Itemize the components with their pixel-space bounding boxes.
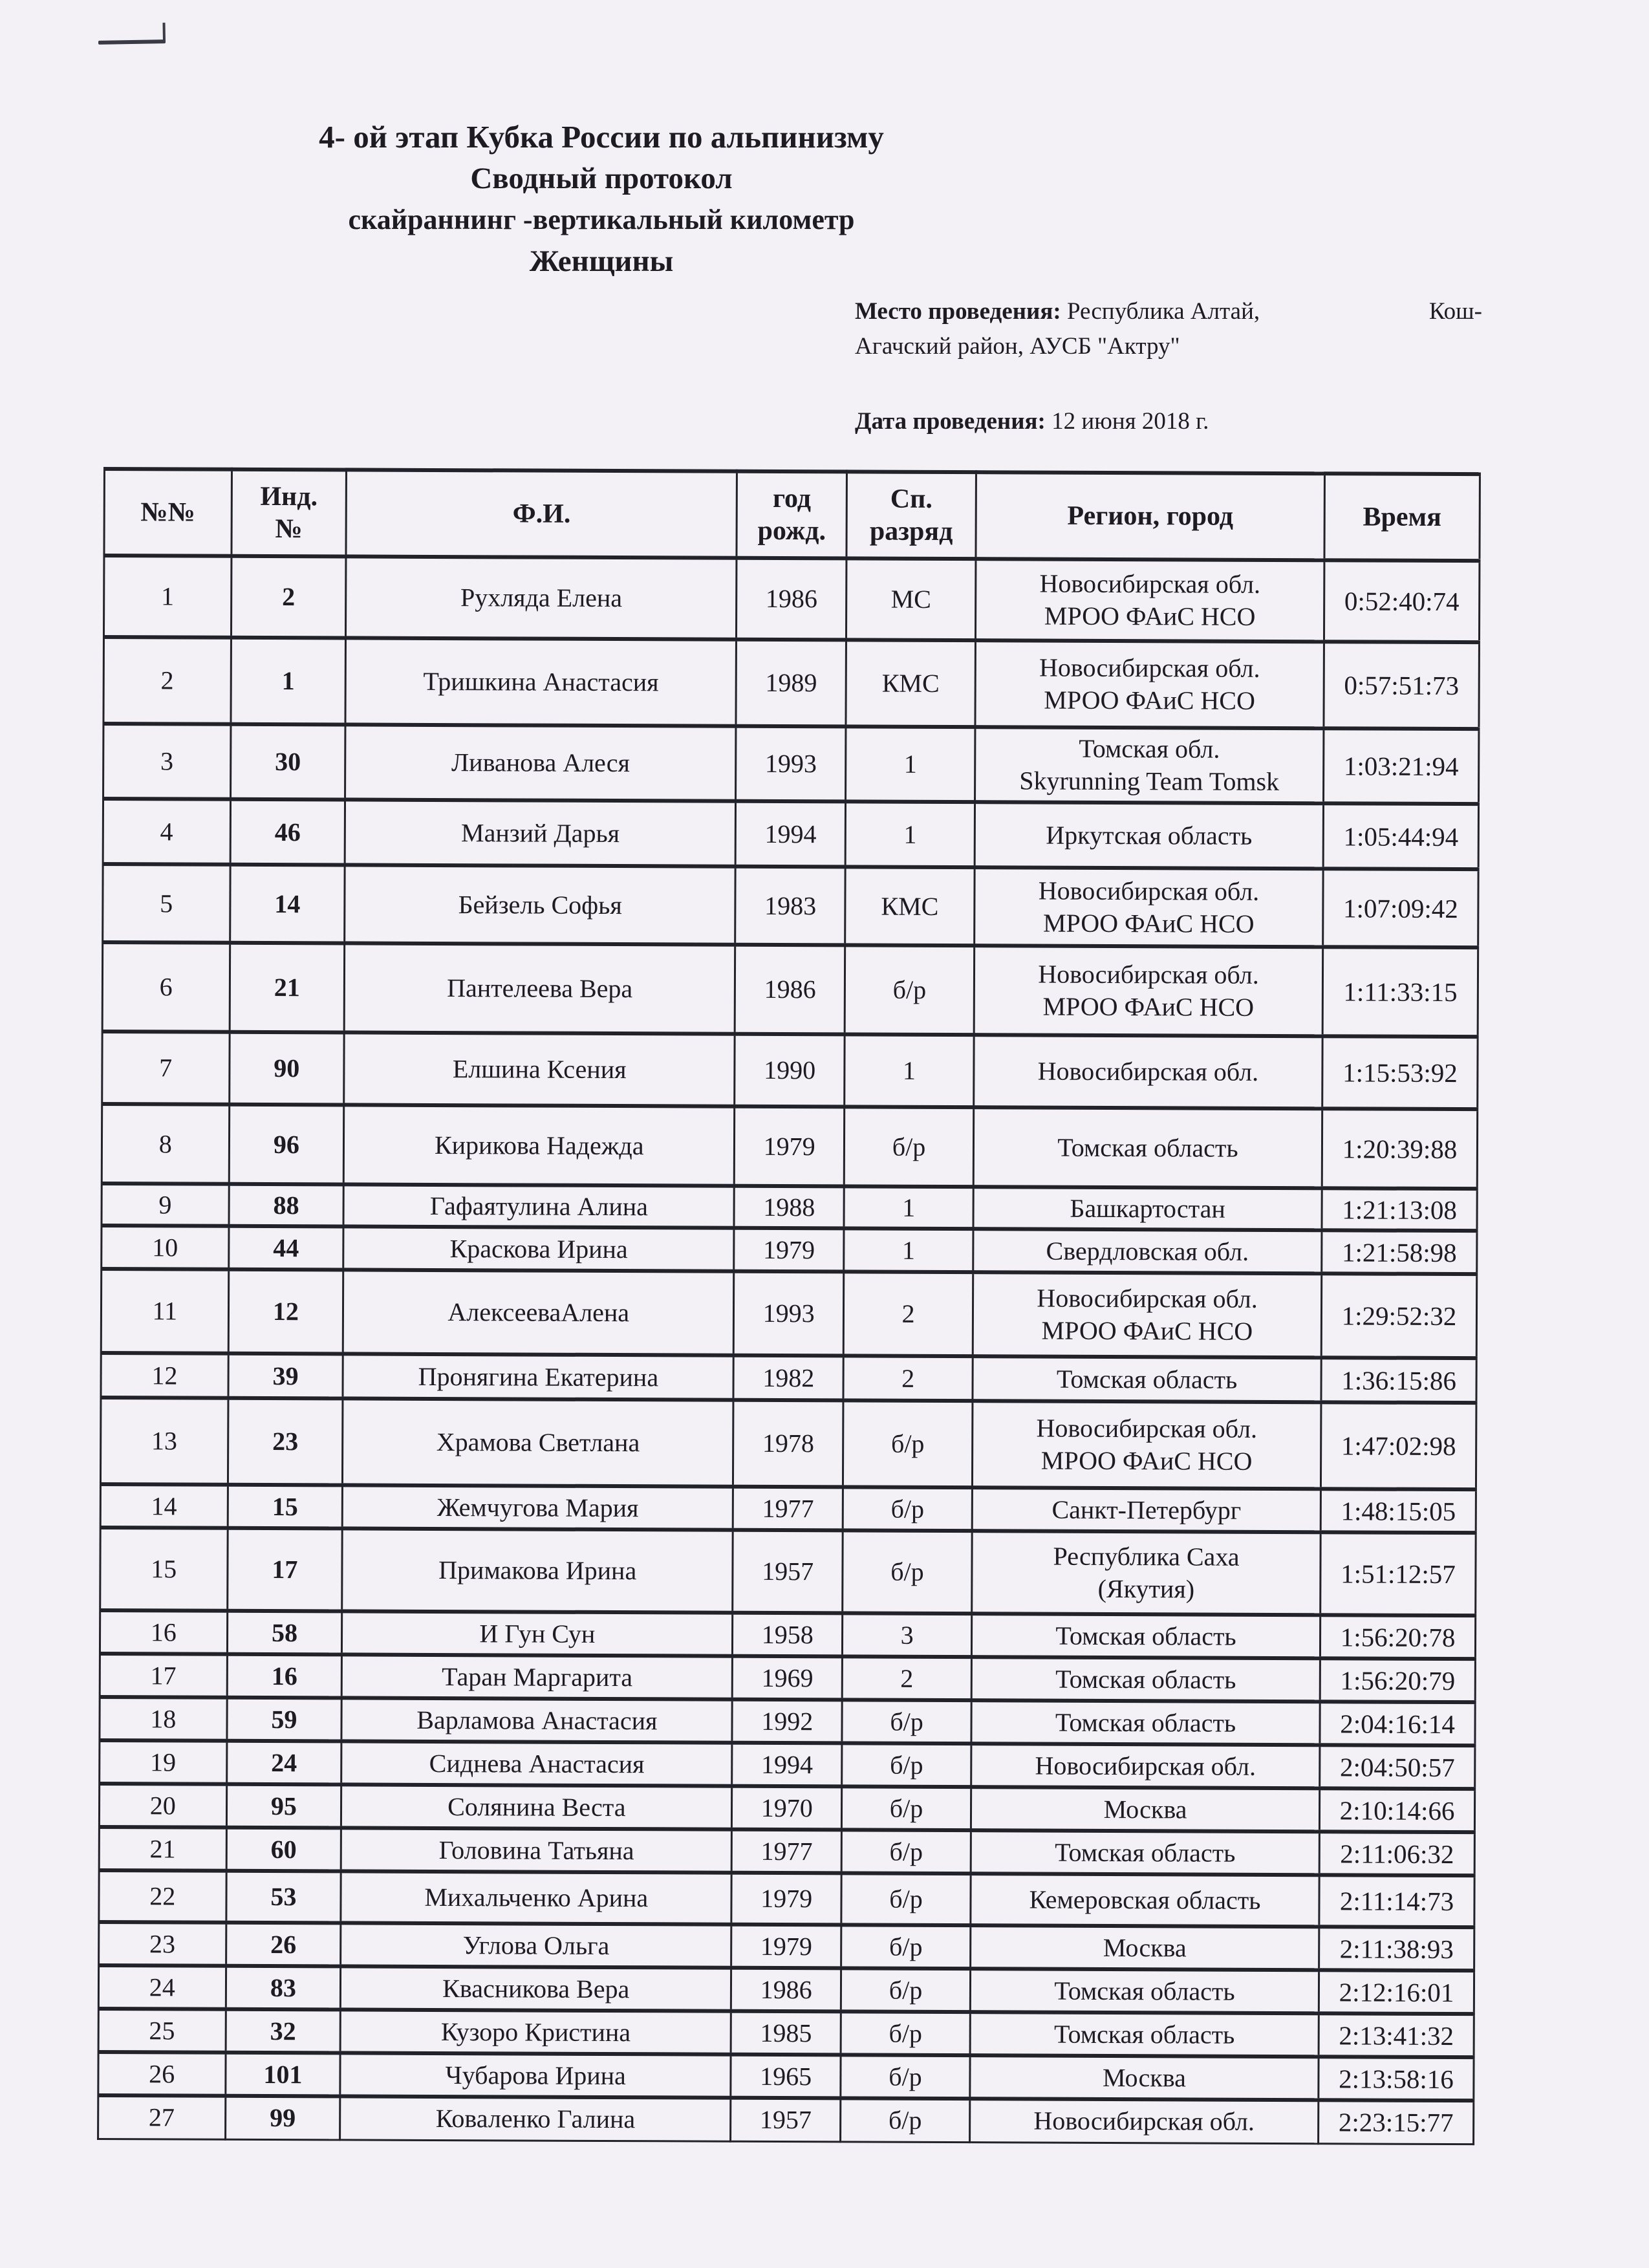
time-cell: 2:13:58:16 bbox=[1319, 2057, 1474, 2101]
region-cell bbox=[971, 1874, 1319, 1927]
time-cell: 2:11:14:73 bbox=[1319, 1875, 1474, 1927]
table-row bbox=[103, 864, 1478, 947]
name-cell: Гафаятулина Алина bbox=[343, 1184, 734, 1227]
rank-cell: 1 bbox=[844, 1186, 973, 1229]
table-row bbox=[102, 1226, 1477, 1274]
region-cell bbox=[973, 1107, 1322, 1188]
time-cell: 2:11:06:32 bbox=[1319, 1831, 1474, 1875]
table-row bbox=[102, 1104, 1477, 1189]
place-cell: 15 bbox=[100, 1528, 228, 1611]
region-line: Томская область bbox=[1055, 1621, 1236, 1651]
rank-cell: б/р bbox=[843, 1530, 972, 1614]
bib-cell: 21 bbox=[230, 943, 345, 1033]
region-line: Новосибирская обл. bbox=[1039, 653, 1260, 683]
place-cell: 8 bbox=[102, 1104, 229, 1184]
table-row bbox=[100, 1697, 1475, 1745]
bib-cell: 30 bbox=[230, 724, 345, 800]
region-cell bbox=[975, 640, 1324, 728]
place-cell: 27 bbox=[98, 2095, 226, 2139]
name-cell: Сиднева Анастасия bbox=[341, 1741, 732, 1786]
region-line: Новосибирская обл. bbox=[1039, 568, 1261, 599]
rank-cell: КМС bbox=[845, 867, 975, 945]
rank-cell: 1 bbox=[845, 1034, 974, 1107]
title-line-category: Женщины bbox=[529, 244, 674, 278]
region-line: Новосибирская обл. bbox=[1036, 1413, 1258, 1443]
name-cell: Кирикова Надежда bbox=[344, 1105, 735, 1185]
table-row bbox=[100, 1740, 1475, 1789]
region-cell bbox=[971, 1744, 1320, 1788]
year-cell: 1990 bbox=[735, 1034, 845, 1107]
region-cell bbox=[971, 1614, 1320, 1658]
table-row bbox=[100, 1398, 1476, 1489]
region-line: Томская область bbox=[1054, 1976, 1235, 2006]
bib-cell: 17 bbox=[227, 1528, 342, 1612]
year-cell: 1994 bbox=[735, 801, 845, 867]
rank-cell: 1 bbox=[846, 726, 975, 802]
year-cell: 1982 bbox=[733, 1355, 843, 1401]
region-line: Иркутская область bbox=[1046, 820, 1253, 850]
document-title bbox=[246, 116, 957, 282]
table-row bbox=[101, 1269, 1476, 1358]
rank-cell: б/р bbox=[841, 1873, 971, 1925]
region-line: Новосибирская обл. bbox=[1037, 1056, 1259, 1086]
title-line-event: 4- ой этап Кубка России по альпинизму bbox=[319, 119, 884, 155]
rank-cell: 1 bbox=[845, 801, 975, 867]
rank-cell: КМС bbox=[846, 640, 975, 727]
name-cell: АлексееваАлена bbox=[343, 1269, 734, 1355]
region-cell bbox=[974, 1035, 1323, 1108]
region-line: Кемеровская область bbox=[1029, 1885, 1261, 1915]
year-cell: 1970 bbox=[732, 1786, 842, 1830]
region-line: Москва bbox=[1103, 1932, 1187, 1962]
region-line: МРОО ФАиС НСО bbox=[1041, 1315, 1253, 1346]
year-cell: 1986 bbox=[735, 945, 845, 1035]
bib-cell: 14 bbox=[230, 865, 345, 944]
region-cell bbox=[973, 1356, 1321, 1402]
rank-cell: 2 bbox=[843, 1355, 973, 1401]
region-line: Томская область bbox=[1055, 1664, 1236, 1694]
table-row bbox=[99, 1870, 1474, 1927]
time-cell: 1:07:09:42 bbox=[1323, 869, 1478, 947]
rank-cell: б/р bbox=[842, 1700, 971, 1744]
date-value: 12 июня 2018 г. bbox=[1051, 408, 1209, 435]
bib-cell: 88 bbox=[229, 1184, 344, 1227]
region-cell bbox=[975, 867, 1324, 947]
name-cell: Углова Ольга bbox=[341, 1923, 731, 1967]
time-cell: 2:12:16:01 bbox=[1319, 1970, 1474, 2014]
name-cell: Жемчугова Мария bbox=[343, 1485, 733, 1529]
time-cell: 2:13:41:32 bbox=[1319, 2013, 1474, 2057]
name-cell: Примакова Ирина bbox=[342, 1528, 733, 1612]
bib-cell: 101 bbox=[225, 2053, 340, 2097]
name-cell: Краскова Ирина bbox=[343, 1226, 734, 1271]
rank-cell: 2 bbox=[842, 1656, 971, 1700]
region-line: Санкт-Петербург bbox=[1051, 1495, 1242, 1525]
place-cell: 17 bbox=[100, 1654, 227, 1698]
name-cell: Кузоро Кристина bbox=[340, 2009, 731, 2054]
region-line: Москва bbox=[1103, 1794, 1187, 1824]
region-line: Томская область bbox=[1055, 1707, 1236, 1738]
place-cell: 7 bbox=[102, 1031, 230, 1105]
table-row bbox=[99, 1922, 1474, 1971]
name-cell: Варламова Анастасия bbox=[341, 1698, 732, 1742]
name-cell: Храмова Светлана bbox=[343, 1398, 733, 1486]
col-header-time: Время bbox=[1324, 473, 1480, 561]
year-cell: 1986 bbox=[731, 1968, 841, 2012]
year-cell: 1978 bbox=[733, 1400, 843, 1487]
name-cell: Солянина Веста bbox=[341, 1784, 732, 1829]
table-row bbox=[102, 942, 1478, 1037]
time-cell: 1:47:02:98 bbox=[1321, 1402, 1476, 1489]
place-cell: 13 bbox=[100, 1398, 228, 1485]
rank-cell: б/р bbox=[841, 2011, 970, 2055]
year-cell: 1993 bbox=[734, 1271, 844, 1356]
table-row bbox=[98, 2009, 1474, 2057]
time-cell: 1:21:13:08 bbox=[1322, 1188, 1477, 1231]
place-cell: 24 bbox=[98, 1965, 226, 2009]
region-cell bbox=[972, 1401, 1321, 1489]
bib-cell: 1 bbox=[231, 638, 346, 725]
name-cell: Головина Татьяна bbox=[341, 1828, 731, 1872]
region-cell bbox=[970, 1969, 1319, 2013]
name-cell: Квасникова Вера bbox=[341, 1966, 731, 2011]
region-line: Башкартостан bbox=[1070, 1193, 1225, 1224]
date-line bbox=[855, 404, 1482, 439]
region-cell bbox=[970, 2055, 1319, 2100]
table-row bbox=[103, 556, 1479, 642]
col-header-year: год рожд. bbox=[737, 471, 846, 559]
year-cell: 1977 bbox=[731, 1830, 841, 1874]
time-cell: 1:05:44:94 bbox=[1323, 803, 1478, 869]
table-row bbox=[101, 1353, 1476, 1403]
table-row bbox=[103, 724, 1479, 804]
region-cell bbox=[973, 1229, 1322, 1273]
year-cell: 1977 bbox=[733, 1487, 843, 1531]
time-cell: 1:11:33:15 bbox=[1322, 947, 1478, 1037]
region-line: Новосибирская обл. bbox=[1035, 1751, 1256, 1781]
region-line: (Якутия) bbox=[1097, 1573, 1195, 1604]
time-cell: 1:20:39:88 bbox=[1322, 1108, 1477, 1189]
table-row bbox=[103, 637, 1479, 729]
table-row bbox=[100, 1484, 1476, 1533]
rank-cell: б/р bbox=[845, 945, 974, 1035]
table-row bbox=[100, 1610, 1475, 1659]
year-cell: 1979 bbox=[735, 1107, 845, 1187]
region-line: МРОО ФАиС НСО bbox=[1044, 685, 1256, 715]
bib-cell: 58 bbox=[227, 1611, 342, 1655]
bib-cell: 95 bbox=[226, 1784, 341, 1828]
time-cell: 0:57:51:73 bbox=[1324, 642, 1479, 729]
year-cell: 1986 bbox=[737, 558, 846, 640]
place-cell: 23 bbox=[99, 1922, 226, 1966]
bib-cell: 16 bbox=[227, 1654, 342, 1698]
name-cell: Ливанова Алеся bbox=[345, 724, 736, 801]
region-cell bbox=[975, 802, 1324, 869]
region-cell bbox=[971, 1787, 1319, 1831]
table-row bbox=[102, 1183, 1477, 1231]
time-cell: 1:51:12:57 bbox=[1320, 1532, 1476, 1615]
place-cell: 6 bbox=[102, 942, 230, 1032]
place-cell: 16 bbox=[100, 1610, 227, 1654]
place-cell: 18 bbox=[100, 1697, 227, 1741]
place-cell: 12 bbox=[101, 1353, 228, 1398]
bib-cell: 2 bbox=[231, 556, 346, 638]
place-cell: 20 bbox=[99, 1784, 226, 1828]
venue-value: Республика Алтай, bbox=[1066, 298, 1260, 325]
results-table bbox=[97, 467, 1481, 2145]
rank-cell: 3 bbox=[843, 1613, 972, 1657]
rank-cell: б/р bbox=[843, 1400, 973, 1487]
time-cell: 1:03:21:94 bbox=[1324, 728, 1479, 804]
name-cell: Пантелеева Вера bbox=[344, 943, 735, 1033]
staple-mark bbox=[98, 39, 166, 45]
time-cell: 2:11:38:93 bbox=[1319, 1927, 1474, 1971]
rank-cell: б/р bbox=[841, 1968, 970, 2012]
year-cell: 1985 bbox=[731, 2011, 841, 2055]
region-cell bbox=[973, 1272, 1322, 1357]
region-cell bbox=[972, 1487, 1320, 1532]
table-row bbox=[100, 1654, 1475, 1702]
title-line-discipline: скайраннинг -вертикальный километр bbox=[348, 204, 855, 235]
bib-cell: 12 bbox=[228, 1269, 343, 1354]
time-cell: 0:52:40:74 bbox=[1324, 560, 1480, 642]
year-cell: 1957 bbox=[731, 2098, 841, 2142]
bib-cell: 60 bbox=[226, 1828, 341, 1872]
time-cell: 1:29:52:32 bbox=[1321, 1273, 1476, 1358]
title-line-protocol: Сводный протокол bbox=[470, 162, 733, 195]
venue-value-cont: Кош- bbox=[1428, 298, 1482, 325]
place-cell: 21 bbox=[99, 1827, 226, 1871]
year-cell: 1979 bbox=[731, 1925, 841, 1969]
bib-cell: 46 bbox=[230, 799, 345, 865]
year-cell: 1994 bbox=[732, 1743, 842, 1787]
time-cell: 2:04:50:57 bbox=[1320, 1745, 1475, 1789]
table-row bbox=[98, 1965, 1474, 2014]
region-cell bbox=[970, 2012, 1319, 2057]
bib-cell: 39 bbox=[228, 1354, 343, 1399]
bib-cell: 59 bbox=[226, 1698, 341, 1742]
time-cell: 1:21:58:98 bbox=[1322, 1230, 1477, 1274]
region-line: МРОО ФАиС НСО bbox=[1040, 1445, 1253, 1476]
region-line: Томская область bbox=[1054, 2019, 1235, 2049]
rank-cell: б/р bbox=[841, 2055, 970, 2099]
rank-cell: б/р bbox=[841, 1830, 971, 1874]
year-cell: 1989 bbox=[736, 640, 846, 727]
date-label: Дата проведения: bbox=[855, 408, 1046, 435]
place-cell: 4 bbox=[103, 799, 230, 865]
rank-cell: б/р bbox=[841, 2098, 970, 2142]
table-row bbox=[99, 1784, 1474, 1832]
table-row bbox=[100, 1528, 1476, 1615]
bib-cell: 23 bbox=[228, 1398, 343, 1485]
region-cell bbox=[973, 1187, 1322, 1230]
region-line: Новосибирская обл. bbox=[1038, 876, 1260, 906]
year-cell: 1958 bbox=[733, 1613, 843, 1657]
year-cell: 1992 bbox=[732, 1700, 842, 1744]
rank-cell: б/р bbox=[842, 1743, 971, 1787]
place-cell: 1 bbox=[103, 556, 231, 638]
region-cell bbox=[970, 2099, 1319, 2143]
year-cell: 1993 bbox=[736, 726, 846, 802]
year-cell: 1965 bbox=[731, 2055, 841, 2099]
time-cell: 2:23:15:77 bbox=[1319, 2100, 1474, 2144]
rank-cell: МС bbox=[846, 558, 976, 640]
rank-cell: б/р bbox=[843, 1487, 972, 1531]
rank-cell: б/р bbox=[841, 1925, 971, 1969]
name-cell: Чубарова Ирина bbox=[340, 2053, 731, 2097]
region-cell bbox=[975, 559, 1324, 642]
region-line: Новосибирская обл. bbox=[1037, 1283, 1258, 1313]
bib-cell: 26 bbox=[226, 1923, 341, 1967]
region-cell bbox=[971, 1925, 1319, 1970]
region-line: Новосибирская обл. bbox=[1038, 959, 1259, 989]
bib-cell: 44 bbox=[228, 1226, 343, 1270]
place-cell: 19 bbox=[100, 1740, 227, 1784]
region-cell bbox=[971, 1700, 1320, 1745]
rank-cell: б/р bbox=[844, 1107, 973, 1187]
time-cell: 1:56:20:78 bbox=[1320, 1615, 1476, 1659]
venue-value-line2: Агачский район, АУСБ "Актру" bbox=[855, 333, 1180, 360]
rank-cell: б/р bbox=[842, 1786, 971, 1830]
results-body bbox=[98, 556, 1480, 2144]
region-line: Skyrunning Team Tomsk bbox=[1019, 766, 1280, 796]
time-cell: 1:48:15:05 bbox=[1320, 1489, 1476, 1533]
place-cell: 14 bbox=[100, 1484, 228, 1528]
place-cell: 3 bbox=[103, 724, 231, 799]
region-line: Томская обл. bbox=[1079, 733, 1220, 764]
region-line: МРОО ФАиС НСО bbox=[1044, 601, 1256, 631]
col-header-name: Ф.И. bbox=[346, 470, 737, 557]
place-cell: 5 bbox=[103, 864, 230, 943]
table-row bbox=[98, 2052, 1474, 2101]
time-cell: 1:56:20:79 bbox=[1320, 1658, 1475, 1702]
place-cell: 25 bbox=[98, 2009, 226, 2053]
table-row bbox=[98, 2095, 1474, 2144]
region-cell bbox=[972, 1531, 1321, 1615]
region-line: МРОО ФАиС НСО bbox=[1042, 908, 1255, 938]
region-cell bbox=[971, 1830, 1319, 1875]
time-cell: 1:36:15:86 bbox=[1321, 1357, 1476, 1403]
name-cell: Пронягина Екатерина bbox=[343, 1354, 733, 1399]
bib-cell: 53 bbox=[226, 1871, 341, 1923]
bib-cell: 99 bbox=[225, 2096, 340, 2140]
bib-cell: 96 bbox=[229, 1105, 344, 1185]
col-header-bib: Инд. № bbox=[232, 470, 347, 557]
name-cell: Елшина Ксения bbox=[344, 1032, 735, 1106]
region-line: Свердловская обл. bbox=[1046, 1236, 1249, 1266]
region-line: Томская область bbox=[1056, 1364, 1238, 1394]
table-row bbox=[102, 1031, 1478, 1109]
region-line: Томская область bbox=[1057, 1132, 1238, 1163]
bib-cell: 24 bbox=[226, 1741, 341, 1785]
table-header-row bbox=[104, 469, 1480, 561]
year-cell: 1979 bbox=[731, 1873, 841, 1925]
name-cell: Михальченко Арина bbox=[341, 1871, 731, 1924]
region-cell bbox=[975, 727, 1324, 803]
region-cell bbox=[974, 945, 1323, 1036]
event-meta bbox=[855, 294, 1482, 439]
region-line: Москва bbox=[1102, 2062, 1186, 2092]
name-cell: Таран Маргарита bbox=[342, 1654, 733, 1699]
region-line: Новосибирская обл. bbox=[1033, 2106, 1255, 2137]
region-line: Томская область bbox=[1055, 1837, 1236, 1868]
place-cell: 22 bbox=[99, 1870, 226, 1923]
bib-cell: 32 bbox=[226, 2009, 341, 2053]
time-cell: 1:15:53:92 bbox=[1322, 1036, 1478, 1109]
venue-label: Место проведения: bbox=[855, 298, 1061, 325]
name-cell: Коваленко Галина bbox=[340, 2096, 731, 2141]
col-header-place: №№ bbox=[104, 469, 232, 556]
name-cell: Рухляда Елена bbox=[346, 556, 737, 639]
region-line: МРОО ФАиС НСО bbox=[1042, 991, 1255, 1022]
time-cell: 2:04:16:14 bbox=[1320, 1701, 1475, 1745]
name-cell: Манзий Дарья bbox=[345, 799, 735, 866]
col-header-region: Регион, город bbox=[976, 472, 1325, 560]
table-row bbox=[99, 1827, 1474, 1875]
year-cell: 1979 bbox=[734, 1228, 844, 1272]
bib-cell: 83 bbox=[226, 1966, 341, 2010]
table-row bbox=[103, 799, 1478, 869]
venue-line bbox=[855, 294, 1482, 329]
place-cell: 9 bbox=[102, 1183, 229, 1226]
time-cell: 2:10:14:66 bbox=[1320, 1788, 1475, 1832]
year-cell: 1969 bbox=[732, 1656, 842, 1700]
col-header-rank: Сп. разряд bbox=[846, 471, 976, 559]
rank-cell: 1 bbox=[844, 1228, 973, 1272]
name-cell: Бейзель Софья bbox=[345, 865, 735, 944]
region-line: Республика Саха bbox=[1053, 1541, 1240, 1571]
year-cell: 1957 bbox=[733, 1530, 843, 1614]
bib-cell: 90 bbox=[229, 1032, 344, 1105]
place-cell: 26 bbox=[98, 2052, 226, 2096]
rank-cell: 2 bbox=[843, 1271, 973, 1356]
bib-cell: 15 bbox=[228, 1485, 343, 1529]
year-cell: 1988 bbox=[734, 1186, 844, 1229]
place-cell: 10 bbox=[102, 1226, 229, 1269]
year-cell: 1983 bbox=[735, 867, 845, 945]
place-cell: 2 bbox=[103, 637, 231, 724]
name-cell: Тришкина Анастасия bbox=[345, 638, 736, 726]
name-cell: И Гун Сун bbox=[342, 1611, 733, 1656]
region-cell bbox=[971, 1657, 1320, 1701]
place-cell: 11 bbox=[101, 1269, 228, 1354]
